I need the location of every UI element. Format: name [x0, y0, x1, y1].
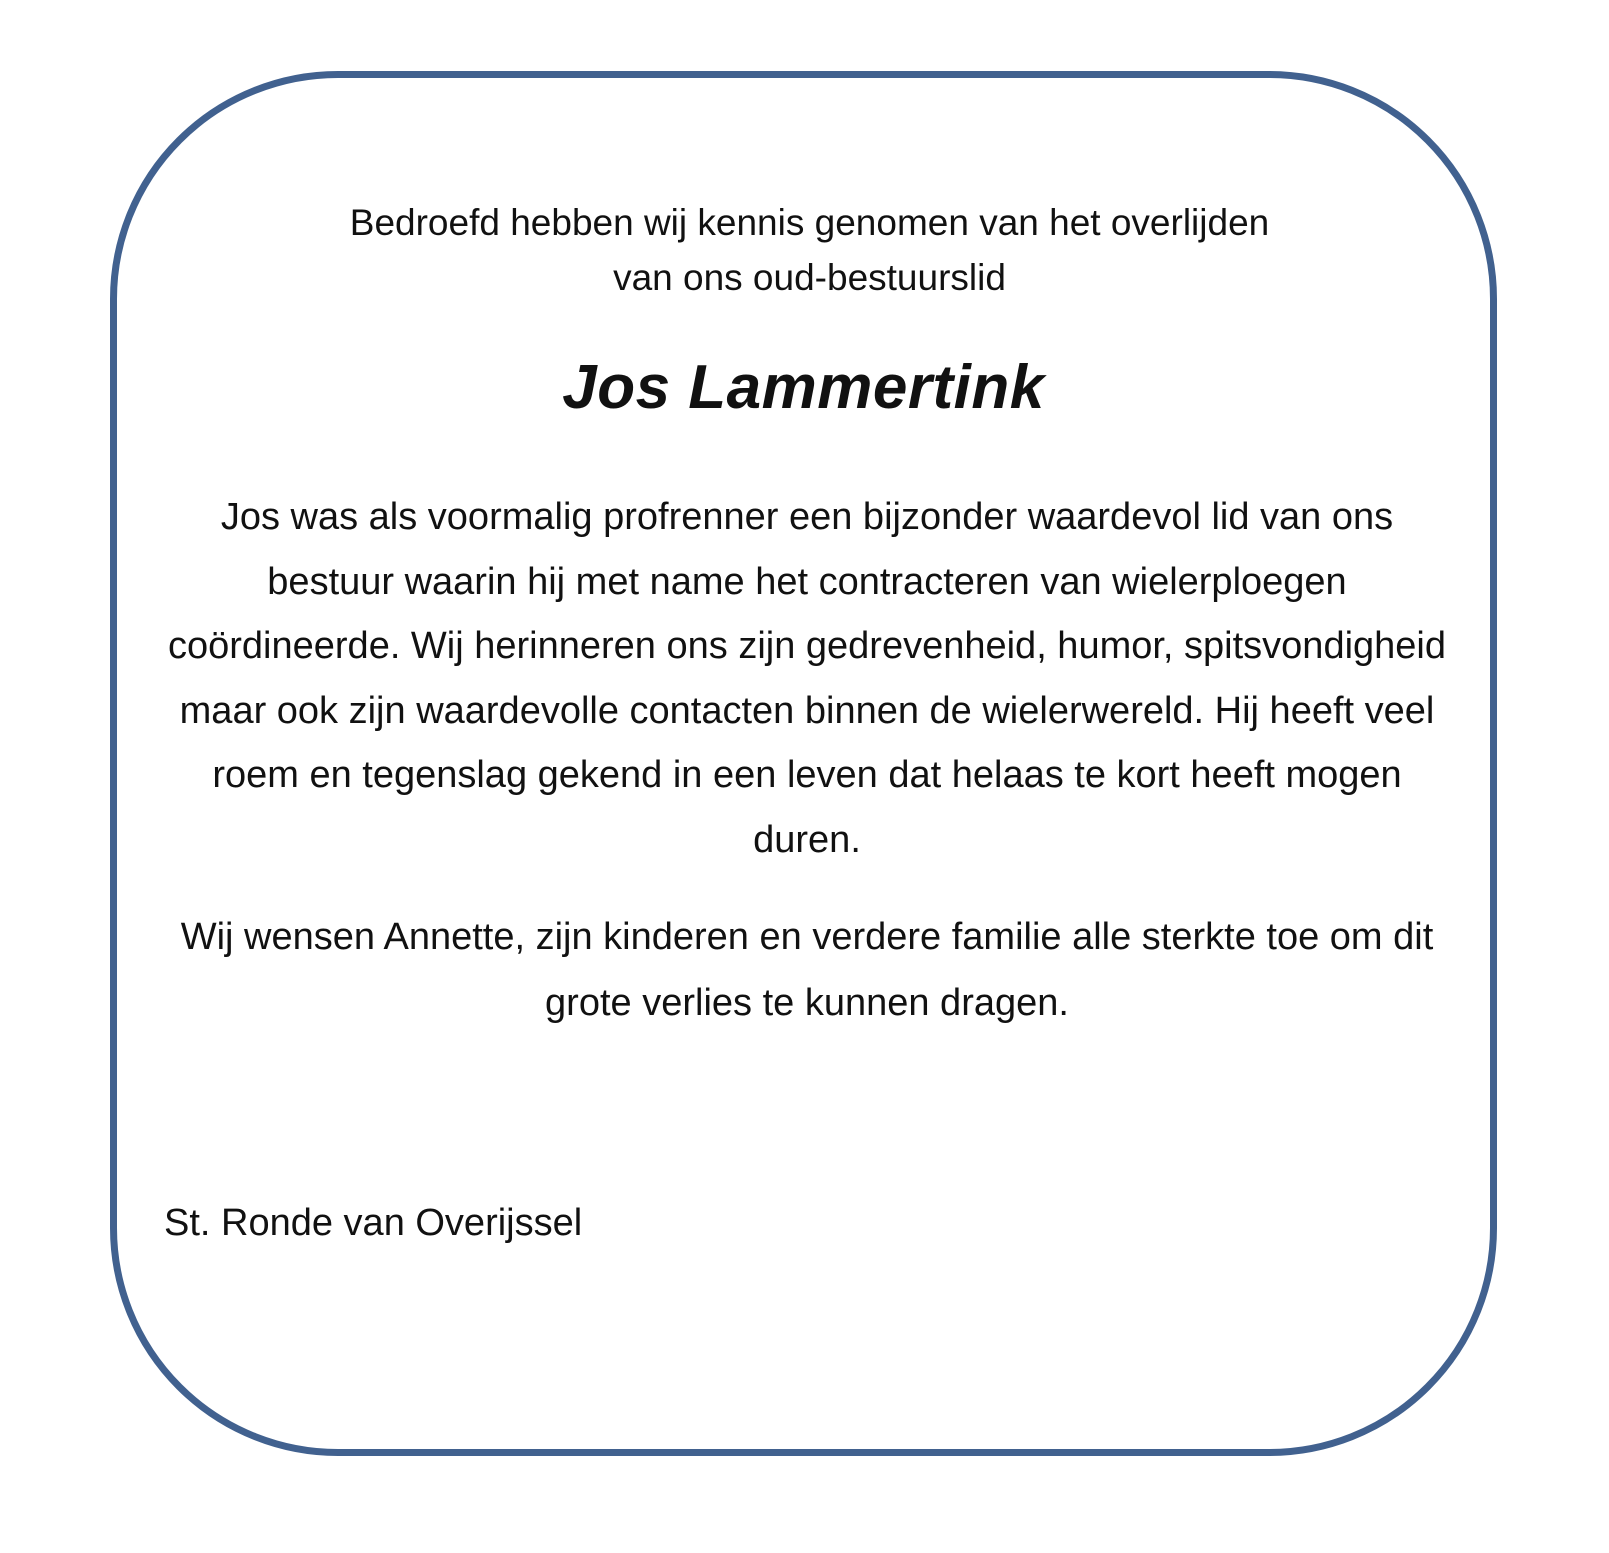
condolence-paragraph: Wij wensen Annette, zijn kinderen en verdere familie alle sterkte toe om dit grote verlies te kunnen dragen. — [180, 916, 1434, 1024]
intro-line-1: Bedroefd hebben wij kennis genomen van het overlijden — [349, 202, 1270, 243]
tribute-paragraph: Jos was als voormalig profrenner een bijzonder waardevol lid van ons bestuur waarin hij met name het contracteren van wielerploegen coördineerde. Wij herinneren ons zijn gedrevenheid, humor, spitsvondigheid maar ook zijn waardevolle contacten binnen de wielerwereld. Hij heeft veel roem en tegenslag gekend in een leven dat helaas te kort heeft mogen duren. — [168, 496, 1446, 861]
deceased-name: Jos Lammertink — [562, 353, 1045, 422]
memorial-notice-card — [110, 71, 1497, 1456]
intro-line-2: van ons oud-bestuurslid — [613, 257, 1006, 298]
intro-text — [117, 195, 1490, 305]
signature: St. Ronde van Overijssel — [164, 1202, 583, 1244]
